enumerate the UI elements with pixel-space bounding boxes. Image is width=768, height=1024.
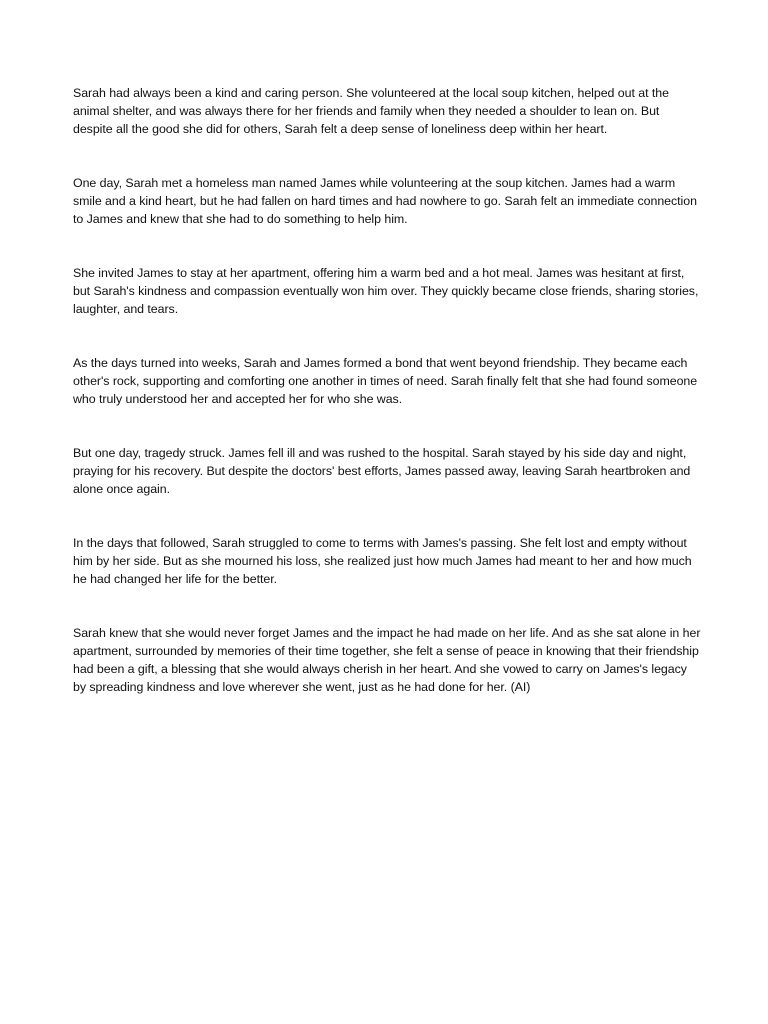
paragraph-2: One day, Sarah met a homeless man named James while volunteering at the soup kitchen. James had a warm smile and a kind heart, but he had fallen on hard times and had nowhere to go. Sarah felt an immediate connection to James and knew that she had to do something to help him.	[73, 176, 697, 226]
paragraph-1: Sarah had always been a kind and caring person. She volunteered at the local soup kitchen, helped out at the animal shelter, and was always there for her friends and family when they needed a shoulder to lean on. But despite all the good she did for others, Sarah felt a deep sense of loneliness deep within her heart.	[73, 86, 669, 136]
paragraph-6: In the days that followed, Sarah struggled to come to terms with James's passing. She felt lost and empty without him by her side. But as she mourned his loss, she realized just how much James had meant to her and how much he had changed her life for the better.	[73, 536, 692, 586]
paragraph-4: As the days turned into weeks, Sarah and James formed a bond that went beyond friendship. They became each other's rock, supporting and comforting one another in times of need. Sarah finally felt that she had found someone who truly understood her and accepted her for who she was.	[73, 356, 698, 406]
paragraph-3: She invited James to stay at her apartment, offering him a warm bed and a hot meal. James was hesitant at first, but Sarah's kindness and compassion eventually won him over. They quickly became close friends, sharing stories, laughter, and tears.	[73, 266, 699, 316]
paragraph-7: Sarah knew that she would never forget James and the impact he had made on her life. And as she sat alone in her apartment, surrounded by memories of their time together, she felt a sense of peace in knowing that their friendship had been a gift, a blessing that she would always cherish in her heart. And she vowed to carry on James's legacy by spreading kindness and love wherever she went, just as he had done for her. (AI)	[73, 626, 701, 694]
paragraph-5: But one day, tragedy struck. James fell ill and was rushed to the hospital. Sarah stayed by his side day and night, praying for his recovery. But despite the doctors' best efforts, James passed away, leaving Sarah heartbroken and alone once again.	[73, 446, 691, 496]
document-body	[73, 84, 701, 732]
